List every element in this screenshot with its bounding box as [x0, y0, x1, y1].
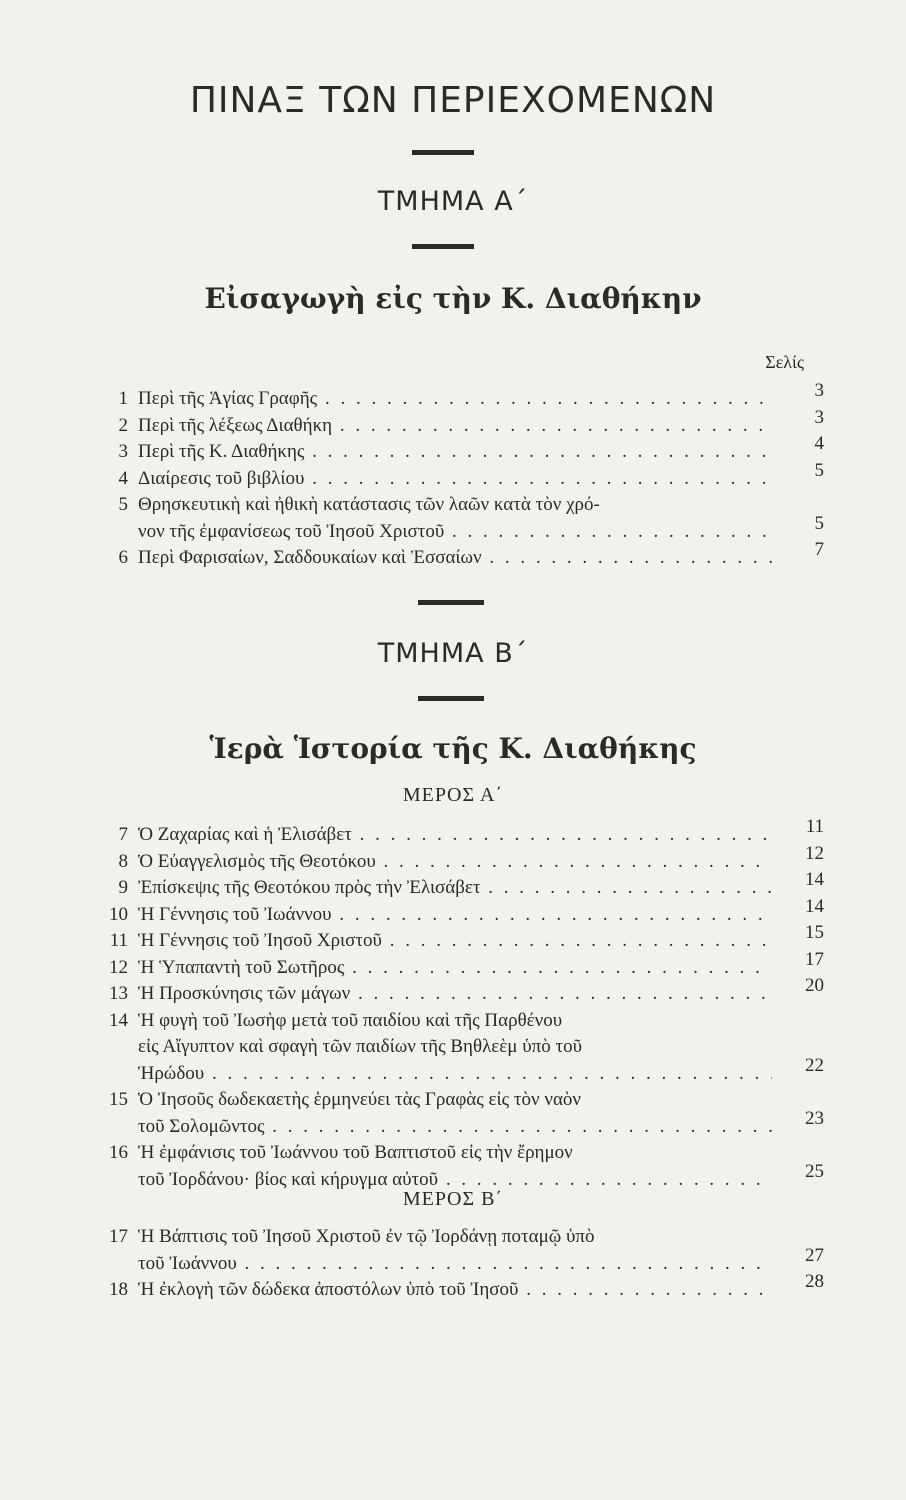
- entry-page: 5: [814, 459, 824, 481]
- toc-entry: [98, 1107, 824, 1143]
- entry-number: 16: [109, 1142, 128, 1163]
- entry-number: 15: [109, 1089, 128, 1110]
- entry-number: 11: [109, 930, 128, 951]
- entry-number: 8: [118, 850, 128, 872]
- toc-entry: [98, 922, 824, 957]
- entry-page: 25: [805, 1160, 824, 1182]
- entry-title: Ὁ Ἰησοῦς δωδεκαετὴς ἑρμηνεύει τὰς Γραφὰς εἰς τὸν ναὸν: [138, 1089, 582, 1110]
- divider: [412, 150, 474, 155]
- entry-title: Ὁ Εὐαγγελισμὸς τῆς Θεοτόκου . . .: [138, 851, 772, 873]
- entry-title: Ἡ Προσκύνησις τῶν μάγων . . .: [138, 983, 772, 1005]
- entry-page: 27: [805, 1244, 824, 1266]
- entry-page: 4: [814, 433, 824, 454]
- entry-title: Ἡ Βάπτισις τοῦ Ἰησοῦ Χριστοῦ ἐν τῷ Ἰορδάνῃ ποταμῷ ὑπὸ: [138, 1226, 595, 1247]
- entry-title: τοῦ Ἰωάννου . . .: [138, 1253, 772, 1275]
- toc-entry: [98, 895, 824, 931]
- entry-number: 3: [118, 441, 128, 462]
- entry-number: 13: [109, 983, 128, 1004]
- entry-title: Ὁ Ζαχαρίας καὶ ἡ Ἐλισάβετ . . .: [138, 824, 772, 846]
- toc-entry: [98, 1010, 824, 1037]
- entry-title: Ἡ ἐκλογὴ τῶν δώδεκα ἀποστόλων ὑπὸ τοῦ Ἰησοῦ . . .: [138, 1279, 772, 1301]
- entry-number: 17: [109, 1226, 128, 1247]
- entry-page: 22: [805, 1054, 824, 1076]
- part-a-heading: ΜΕΡΟΣ Α΄: [402, 784, 504, 806]
- entry-title: Περὶ τῆς λέξεως Διαθήκη . . .: [138, 415, 772, 437]
- toc-entry: [98, 512, 824, 548]
- entry-number: 2: [118, 414, 128, 436]
- entry-number: 4: [118, 467, 128, 489]
- toc-entry: [98, 1142, 824, 1169]
- entry-title: Περὶ τῆς Ἁγίας Γραφῆς . . .: [138, 388, 772, 410]
- section-a-entries: [98, 380, 824, 574]
- divider: [418, 696, 484, 701]
- toc-entry: [98, 380, 824, 415]
- divider: [418, 600, 484, 605]
- toc-entry: [98, 433, 824, 468]
- entry-number: 12: [109, 956, 128, 978]
- entry-title: Διαίρεσις τοῦ βιβλίου . . .: [138, 468, 772, 490]
- entry-number: 18: [109, 1279, 128, 1300]
- entry-page: 28: [805, 1271, 824, 1292]
- toc-entry: [98, 816, 824, 851]
- toc-entry: [98, 948, 824, 984]
- section-a-heading: ΤΜΗΜΑ Α΄: [377, 186, 529, 217]
- toc-entry: [98, 1271, 824, 1306]
- entry-title: Ἡ Ὑπαπαντὴ τοῦ Σωτῆρος . . .: [138, 957, 772, 979]
- toc-entry: [98, 1226, 824, 1253]
- entry-title: Περὶ Φαρισαίων, Σαδδουκαίων καὶ Ἐσσαίων . . .: [138, 547, 772, 569]
- entry-title: Ἡρώδου . . .: [138, 1063, 772, 1085]
- entry-page: 23: [805, 1107, 824, 1129]
- entry-number: 7: [118, 824, 128, 845]
- entry-page: 15: [805, 922, 824, 943]
- entry-title: Ἡ φυγὴ τοῦ Ἰωσὴφ μετὰ τοῦ παιδίου καὶ τῆς Παρθένου: [138, 1009, 563, 1031]
- entry-title: Ἡ Γέννησις τοῦ Ἰησοῦ Χριστοῦ . . .: [138, 930, 772, 952]
- toc-entry: [98, 869, 824, 904]
- page-title: ΠΙΝΑΞ ΤΩΝ ΠΕΡΙΕΧΟΜΕΝΩΝ: [189, 80, 717, 121]
- entry-page: 11: [805, 816, 824, 837]
- section-b-heading: ΤΜΗΜΑ Β΄: [377, 638, 529, 669]
- entry-page: 12: [805, 842, 824, 864]
- entry-page: 14: [805, 869, 824, 890]
- entry-title: νον τῆς ἐμφανίσεως τοῦ Ἰησοῦ Χριστοῦ . . .: [138, 521, 772, 543]
- entry-title: τοῦ Σολομῶντος . . .: [138, 1116, 772, 1138]
- entry-number: 10: [109, 903, 128, 925]
- toc-entry: [98, 1054, 824, 1090]
- entry-page: 17: [805, 948, 824, 970]
- toc-entry: [98, 494, 824, 521]
- entry-number: 1: [118, 388, 128, 409]
- entry-page: 5: [814, 512, 824, 534]
- toc-entry: [98, 406, 824, 442]
- entry-title: εἰς Αἴγυπτον καὶ σφαγὴ τῶν παιδίων τῆς Βηθλεὲμ ὑπὸ τοῦ: [138, 1036, 582, 1057]
- part-b-heading: ΜΕΡΟΣ Β΄: [402, 1188, 504, 1210]
- part-a-entries: [98, 816, 824, 1195]
- entry-page: 3: [814, 406, 824, 428]
- entry-page: 14: [805, 895, 824, 917]
- divider: [412, 244, 474, 249]
- entry-title: Ἐπίσκεψις τῆς Θεοτόκου πρὸς τὴν Ἐλισάβετ . . .: [138, 877, 772, 899]
- entry-number: 5: [118, 494, 128, 515]
- entry-page: 20: [805, 975, 824, 996]
- section-b-subtitle: Ἱερὰ Ἱστορία τῆς Κ. Διαθήκης: [209, 732, 697, 765]
- toc-entry: [98, 1089, 824, 1116]
- entry-title: Θρησκευτικὴ καὶ ἠθικὴ κατάστασις τῶν λαῶν κατὰ τὸν χρό-: [138, 494, 600, 515]
- entry-title: Ἡ Γέννησις τοῦ Ἰωάννου . . .: [138, 904, 772, 926]
- section-a-subtitle: Εἰσαγωγὴ εἰς τὴν Κ. Διαθήκην: [204, 282, 702, 315]
- entry-title: Ἡ ἐμφάνισις τοῦ Ἰωάννου τοῦ Βαπτιστοῦ εἰς τὴν ἔρημον: [138, 1142, 573, 1163]
- entry-number: 14: [109, 1009, 128, 1031]
- entry-number: 9: [118, 877, 128, 898]
- toc-entry: [98, 539, 824, 574]
- toc-entry: [98, 459, 824, 495]
- entry-title: τοῦ Ἰορδάνου· βίος καὶ κήρυγμα αὐτοῦ . . .: [138, 1169, 772, 1191]
- toc-entry: [98, 1036, 824, 1063]
- entry-number: 6: [118, 547, 128, 568]
- toc-entry: [98, 975, 824, 1010]
- entry-page: 7: [814, 539, 824, 560]
- entry-title: Περὶ τῆς Κ. Διαθήκης . . .: [138, 441, 772, 463]
- toc-entry: [98, 1244, 824, 1280]
- page-column-label: Σελίς: [765, 352, 804, 372]
- toc-entry: [98, 842, 824, 878]
- part-b-entries: [98, 1226, 824, 1306]
- entry-page: 3: [814, 380, 824, 401]
